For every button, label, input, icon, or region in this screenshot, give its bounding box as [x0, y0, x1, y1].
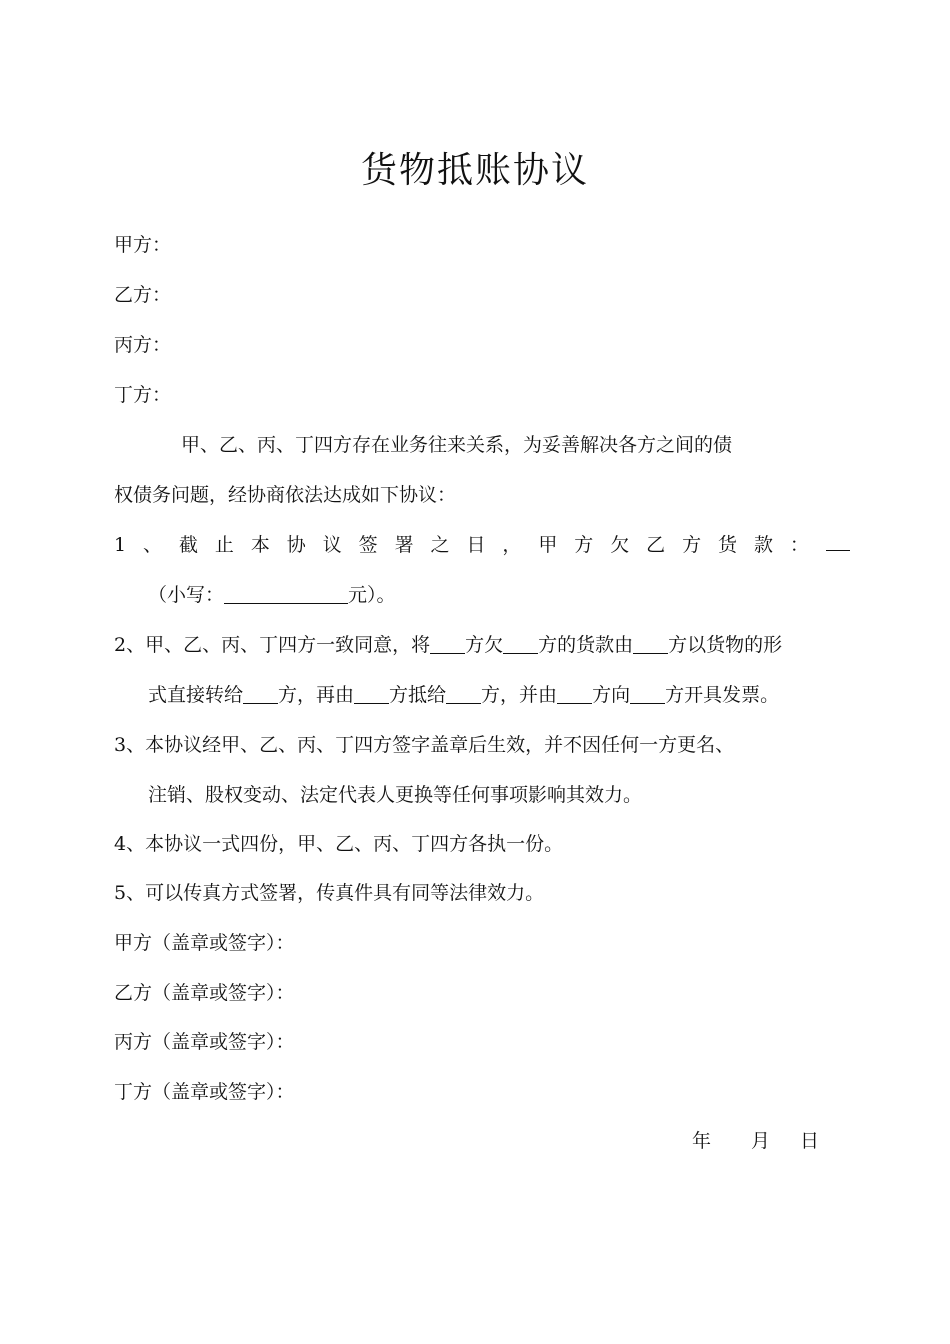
- clause-1-char: 乙: [646, 534, 666, 556]
- signature-party-d: 丁方（盖章或签字）：: [114, 1081, 295, 1103]
- amount-blank[interactable]: [826, 530, 850, 551]
- party-blank[interactable]: [446, 683, 481, 704]
- clause-2-text: 方开具发票。: [665, 684, 780, 706]
- clause-1-char: 方: [682, 534, 702, 556]
- party-blank[interactable]: [430, 633, 465, 654]
- clause-2-text: 方欠: [465, 634, 504, 656]
- clause-1-char: ：: [789, 534, 809, 556]
- clause-1-char: 议: [322, 534, 342, 556]
- clause-1-char: 之: [430, 534, 450, 556]
- party-blank[interactable]: [557, 683, 592, 704]
- party-a-line: 甲方：: [114, 234, 172, 256]
- clause-2-line-1: [114, 630, 782, 660]
- small-amount-blank[interactable]: [224, 583, 348, 604]
- date-year: 年: [692, 1130, 712, 1152]
- small-amount-suffix: 元）。: [348, 584, 396, 606]
- date-day: 日: [800, 1130, 820, 1152]
- clause-2-text: 方，再由: [278, 684, 355, 706]
- party-blank[interactable]: [630, 683, 665, 704]
- clause-3-line-2: 注销、股权变动、法定代表人更换等任何事项影响其效力。: [148, 784, 643, 806]
- clause-2-text: 2、甲、乙、丙、丁四方一致同意，将: [114, 634, 431, 656]
- clause-3-line-1: 3、本协议经甲、乙、丙、丁四方签字盖章后生效，并不因任何一方更名、: [114, 734, 735, 756]
- clause-1-char: 截: [178, 534, 198, 556]
- clause-2-text: 方向: [592, 684, 631, 706]
- clause-2-text: 方以货物的形: [668, 634, 783, 656]
- clause-1-char: 止: [214, 534, 234, 556]
- clause-2-line-2: [148, 680, 779, 710]
- clause-1-line-2: [148, 580, 396, 610]
- date-month: 月: [751, 1130, 771, 1152]
- clause-2-text: 方，并由: [481, 684, 558, 706]
- party-c-line: 丙方：: [114, 334, 172, 356]
- document-title: 货物抵账协议: [360, 150, 589, 191]
- clause-1-char: 1: [114, 534, 127, 556]
- signature-party-b: 乙方（盖章或签字）：: [114, 982, 295, 1004]
- clause-1-char: 签: [358, 534, 378, 556]
- clause-1-char: 款: [753, 534, 773, 556]
- clause-1-char: 署: [394, 534, 414, 556]
- clause-1-char: 甲: [538, 534, 558, 556]
- clause-1-char: 方: [574, 534, 594, 556]
- intro-paragraph-line-2: 权债务问题，经协商依法达成如下协议：: [114, 484, 457, 506]
- party-d-line: 丁方：: [114, 384, 172, 406]
- signature-party-c: 丙方（盖章或签字）：: [114, 1031, 295, 1053]
- clause-2-text: 方的货款由: [538, 634, 634, 656]
- party-b-line: 乙方：: [114, 284, 172, 306]
- party-blank[interactable]: [354, 683, 389, 704]
- clause-1-char: 货: [718, 534, 738, 556]
- clause-1-char: 协: [286, 534, 306, 556]
- clause-1-char: ，: [502, 534, 522, 556]
- clause-1-char: 本: [250, 534, 270, 556]
- clause-1-char: 欠: [610, 534, 630, 556]
- date-line: [692, 1126, 819, 1156]
- clause-5: 5、可以传真方式签署，传真件具有同等法律效力。: [114, 882, 545, 904]
- party-blank[interactable]: [243, 683, 278, 704]
- clause-1-char: 、: [143, 534, 163, 556]
- clause-1-char: 日: [466, 534, 486, 556]
- party-blank[interactable]: [503, 633, 538, 654]
- clause-1-line-1: [114, 530, 850, 560]
- clause-2-text: 式直接转给: [148, 684, 244, 706]
- signature-party-a: 甲方（盖章或签字）：: [114, 932, 295, 954]
- party-blank[interactable]: [633, 633, 668, 654]
- clause-4: 4、本协议一式四份，甲、乙、丙、丁四方各执一份。: [114, 833, 564, 855]
- small-amount-prefix: （小写：: [148, 584, 225, 606]
- clause-2-text: 方抵给: [389, 684, 447, 706]
- intro-paragraph-line-1: 甲、乙、丙、丁四方存在业务往来关系，为妥善解决各方之间的债: [181, 434, 733, 456]
